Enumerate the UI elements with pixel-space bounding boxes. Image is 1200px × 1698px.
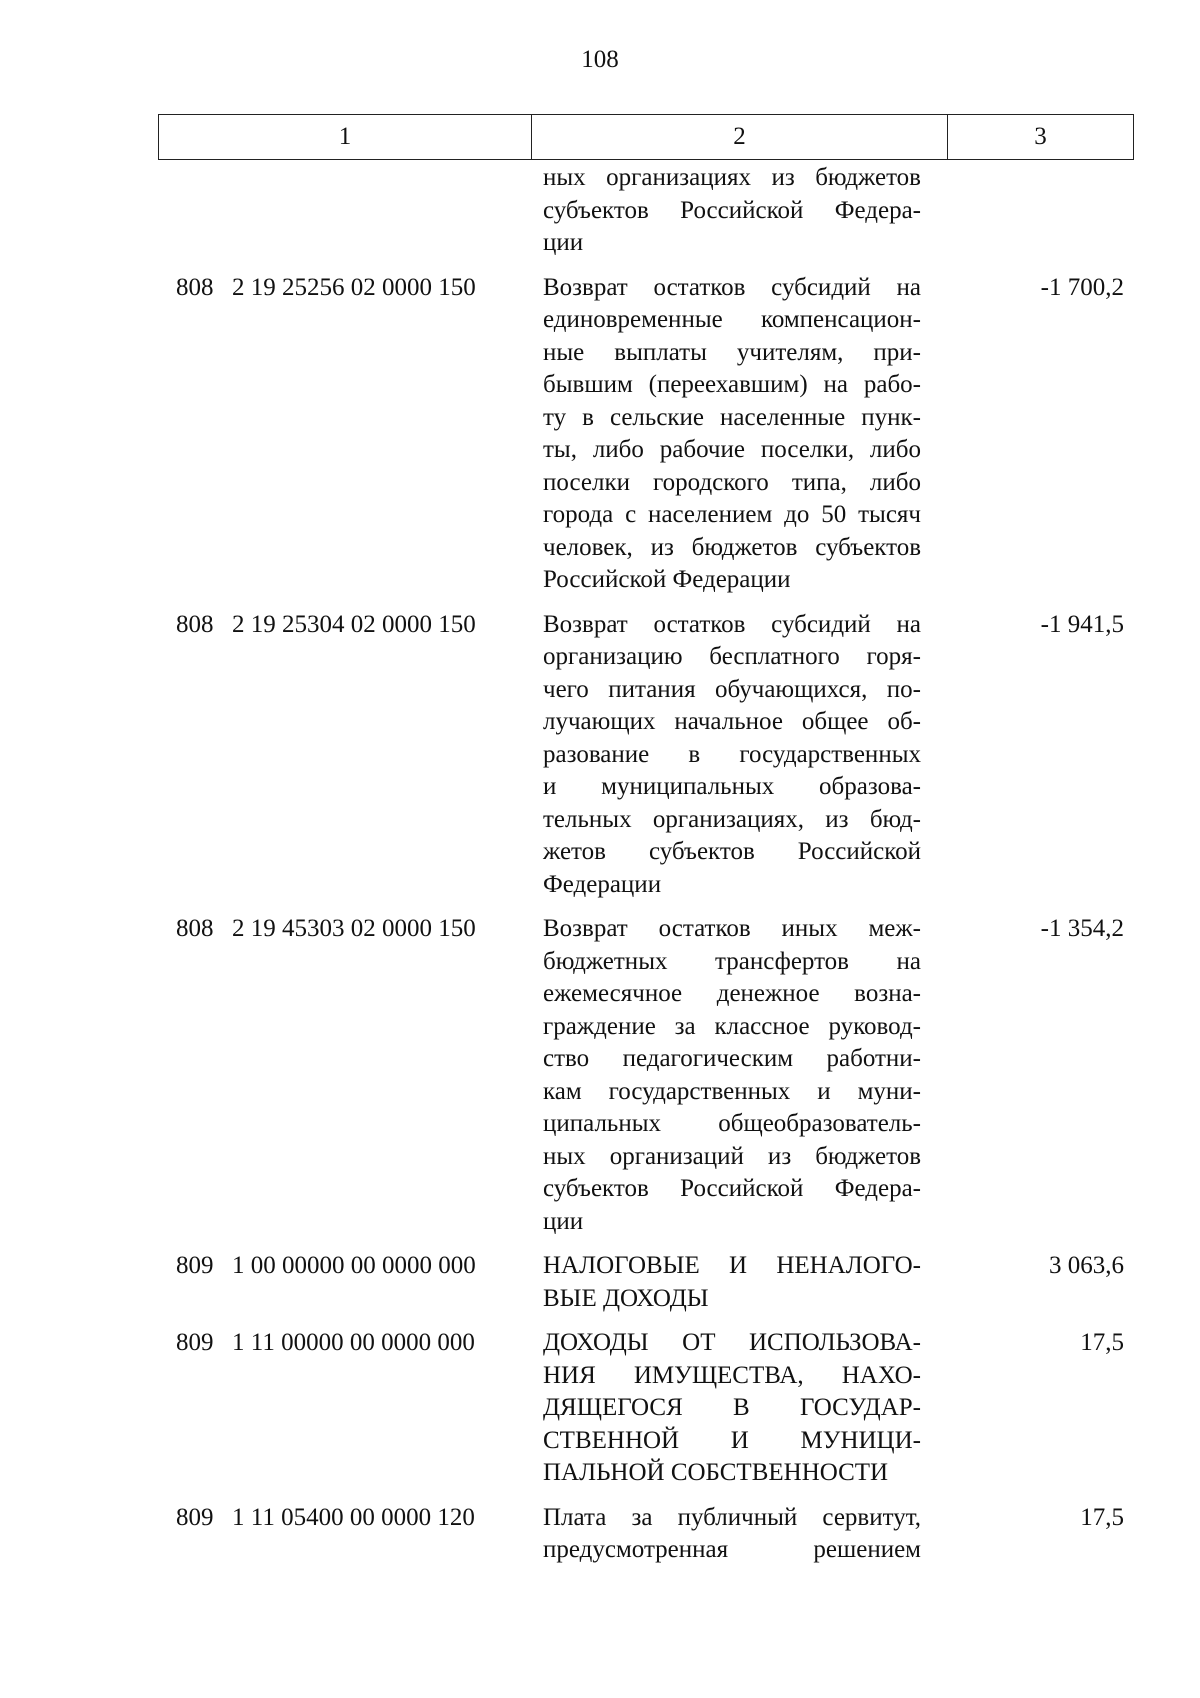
income-name-line: ство педагогическим работни- <box>543 1045 921 1072</box>
income-name-line: ВЫЕ ДОХОДЫ <box>543 1284 709 1312</box>
income-name-line: СТВЕННОЙ И МУНИЦИ- <box>543 1426 921 1454</box>
header-col-2: 2 <box>532 115 948 159</box>
income-name-line: граждение за классное руковод- <box>543 1012 921 1040</box>
income-name <box>531 162 921 260</box>
table-row <box>158 1250 1134 1315</box>
income-name-line: Возврат остатков иных меж- <box>543 915 921 942</box>
income-name-line: разование в государственных <box>543 740 921 768</box>
income-name-line: ных организаций из бюджетов <box>543 1142 921 1170</box>
table-row <box>158 913 1134 1238</box>
income-name-line: ежемесячное денежное возна- <box>543 980 921 1007</box>
income-name-line: ПАЛЬНОЙ СОБСТВЕННОСТИ <box>543 1459 889 1486</box>
income-name-line: НАЛОГОВЫЕ И НЕНАЛОГО- <box>543 1252 921 1279</box>
income-name-line: бюджетных трансфертов на <box>543 947 921 975</box>
admin-code: 808 <box>176 273 214 301</box>
budget-code: 2 19 25256 02 0000 150 <box>232 273 476 301</box>
table-row <box>158 1502 1134 1567</box>
budget-code <box>226 162 531 260</box>
income-name-line: ДЯЩЕГОСЯ В ГОСУДАР- <box>543 1394 921 1421</box>
income-name <box>531 609 921 902</box>
header-col-1: 1 <box>159 115 532 159</box>
table-row <box>158 1327 1134 1490</box>
amount-value: 17,5 <box>1080 1329 1124 1356</box>
income-name-line: Федерации <box>543 870 662 898</box>
income-name-line: ДОХОДЫ ОТ ИСПОЛЬЗОВА- <box>543 1329 921 1356</box>
table-header <box>158 114 1134 160</box>
budget-code: 1 00 00000 00 0000 000 <box>232 1252 476 1279</box>
income-name <box>531 1327 921 1490</box>
income-name <box>531 913 921 1238</box>
income-name-line: кам государственных и муни- <box>543 1077 921 1105</box>
income-name-line: человек, из бюджетов субъектов <box>543 533 921 561</box>
admin-code: 809 <box>176 1503 214 1531</box>
page-number: 108 <box>581 46 619 73</box>
income-name-line: ных организациях из бюджетов <box>543 164 921 191</box>
budget-code: 2 19 45303 02 0000 150 <box>232 915 476 942</box>
income-name-line: субъектов Российской Федера- <box>543 196 921 224</box>
income-name-line: бывшим (переехавшим) на рабо- <box>543 371 921 398</box>
admin-code: 808 <box>176 610 214 638</box>
income-name-line: единовременные компенсацион- <box>543 306 921 333</box>
admin-code: 808 <box>176 915 214 942</box>
income-name-line: Возврат остатков субсидий на <box>543 610 921 638</box>
income-name-line: субъектов Российской Федера- <box>543 1175 921 1202</box>
amount-value: 3 063,6 <box>1049 1252 1124 1279</box>
header-col-3: 3 <box>1034 123 1047 150</box>
income-name-line: чего питания обучающихся, по- <box>543 675 921 703</box>
income-name-line: НИЯ ИМУЩЕСТВА, НАХО- <box>543 1361 921 1389</box>
table-body <box>158 162 1134 1579</box>
income-name-line: поселки городского типа, либо <box>543 468 921 496</box>
income-name-line: лучающих начальное общее об- <box>543 708 921 735</box>
income-name <box>531 272 921 597</box>
income-name-line: Возврат остатков субсидий на <box>543 273 921 301</box>
admin-code: 809 <box>176 1329 214 1356</box>
table-row <box>158 609 1134 902</box>
budget-code: 2 19 25304 02 0000 150 <box>232 610 476 638</box>
amount-value: -1 700,2 <box>1040 273 1124 301</box>
income-name-line: и муниципальных образова- <box>543 773 921 800</box>
income-name-line: жетов субъектов Российской <box>543 838 921 865</box>
amount-value: -1 941,5 <box>1040 610 1124 638</box>
budget-code: 1 11 00000 00 0000 000 <box>232 1329 475 1356</box>
income-name-line: предусмотренная решением <box>543 1536 921 1563</box>
income-name-line: ципальных общеобразователь- <box>543 1110 921 1137</box>
table-row <box>158 272 1134 597</box>
amount-value: -1 354,2 <box>1040 915 1124 942</box>
income-name <box>531 1250 921 1315</box>
income-name-line: ту в сельские населенные пунк- <box>543 403 921 431</box>
income-name <box>531 1502 921 1567</box>
income-name-line: Плата за публичный сервитут, <box>543 1503 921 1531</box>
income-name-line: организацию бесплатного горя- <box>543 643 921 670</box>
income-name-line: города с населением до 50 тысяч <box>543 501 921 528</box>
amount-value: 17,5 <box>1080 1503 1124 1531</box>
table-row <box>158 162 1134 260</box>
income-name-line: ции <box>543 1207 584 1235</box>
income-name-line: ные выплаты учителям, при- <box>543 338 921 366</box>
income-name-line: ции <box>543 229 584 256</box>
budget-code: 1 11 05400 00 0000 120 <box>232 1503 475 1531</box>
income-name-line: ты, либо рабочие поселки, либо <box>543 436 921 463</box>
amount-value <box>921 162 1134 260</box>
admin-code: 809 <box>176 1252 214 1279</box>
admin-code <box>158 162 226 260</box>
income-name-line: тельных организациях, из бюд- <box>543 805 921 833</box>
income-name-line: Российской Федерации <box>543 566 791 593</box>
